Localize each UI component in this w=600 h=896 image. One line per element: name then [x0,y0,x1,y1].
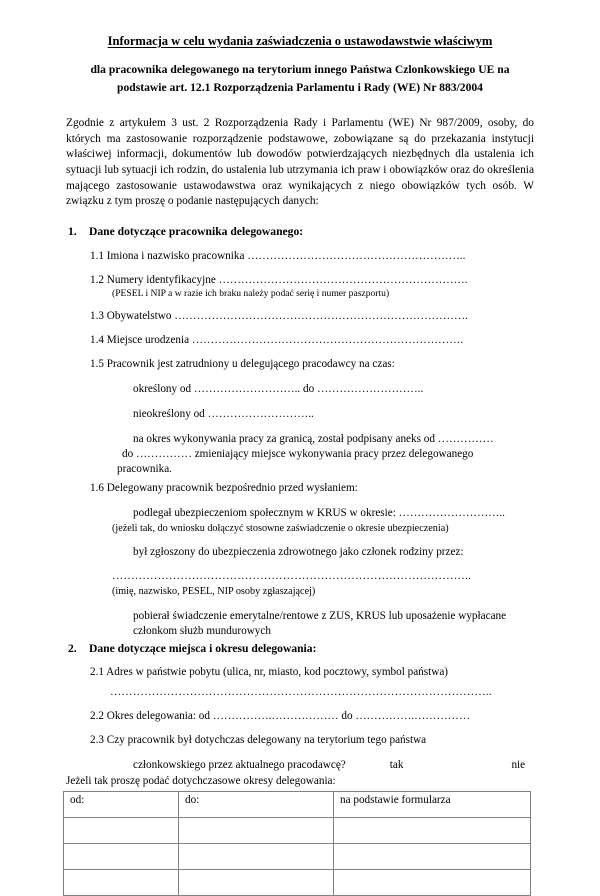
field-1-5-indefinite-term[interactable]: nieokreślony od ……………………….. [133,408,314,421]
field-2-1-address: 2.1 Adres w państwie pobytu (ulica, nr, miasto, kod pocztowy, symbol państwa) [90,666,449,679]
table-row[interactable] [64,818,531,844]
answer-yes-option[interactable]: tak [389,759,404,772]
field-1-6-health-insurance-dots[interactable]: ………………………………………………………………………………….. [112,570,472,583]
section-2-title: Dane dotyczące miejsca i okresu delegowania: [89,641,317,655]
table-cell-to[interactable] [179,870,334,896]
field-1-5-fixed-term[interactable]: określony od ……………………….. do ……………………….. [133,383,424,396]
field-2-3-previous-posting: 2.3 Czy pracownik był dotychczas delegowany na terytorium tego państwa [90,734,427,747]
section-1-heading [66,224,534,240]
page-subtitle [66,61,534,97]
field-1-3-citizenship[interactable]: 1.3 Obywatelstwo ……………………………………………………………………. [90,310,468,323]
periods-table-prompt: Jeżeli tak proszę podać dotychczasowe okresy delegowania: [66,775,336,788]
page-subtitle-line-2: podstawie art. 12.1 Rozporządzenia Parlamentu i Rady (WE) Nr 883/2004 [117,80,483,94]
section-1-title: Dane dotyczące pracownika delegowanego: [89,225,304,239]
field-1-6-krus-note: (jeżeli tak, do wniosku dołączyć stosowne zaświadczenie o okresie ubezpieczenia) [112,523,449,535]
field-2-3-question-continued: członkowskiego przez aktualnego pracodawcę? [133,759,346,772]
field-1-6-pension-line-1[interactable]: pobierał świadczenie emerytalne/rentowe z ZUS, KRUS lub uposażenie wypłacane [133,609,507,622]
previous-postings-table [63,791,531,896]
table-header-to: do: [179,792,334,818]
table-cell-to[interactable] [179,844,334,870]
table-cell-to[interactable] [179,818,334,844]
section-2-number: 2. [68,641,77,655]
table-header-row [64,792,531,818]
table-header-form-basis: na podstawie formularza [334,792,531,818]
field-1-6-health-insurance-family: był zgłoszony do ubezpieczenia zdrowotnego jako członek rodziny przez: [133,546,464,559]
section-1-number: 1. [68,225,77,239]
field-1-4-place-of-birth[interactable]: 1.4 Miejsce urodzenia ………………………………………………………………. [90,334,464,347]
table-header-from: od: [64,792,179,818]
field-1-6-krus-insurance[interactable]: podlegał ubezpieczeniom społecznym w KRUS w okresie: ……………………….. [133,507,505,520]
table-cell-from[interactable] [64,870,179,896]
table-row[interactable] [64,870,531,896]
field-1-5-employment-term: 1.5 Pracownik jest zatrudniony u delegującego pracodawcy na czas: [90,358,395,371]
table-row[interactable] [64,844,531,870]
answer-no-option[interactable]: nie [511,759,526,772]
table-cell-from[interactable] [64,844,179,870]
field-2-2-posting-period[interactable]: 2.2 Okres delegowania: od …………….……………… do …………….…………… [90,710,471,723]
field-1-5-annex-line-3: pracownika. [117,463,172,476]
field-1-2-identification-numbers[interactable]: 1.2 Numery identyfikacyjne …………………………………………………………. [90,273,468,286]
table-cell-from[interactable] [64,818,179,844]
table-cell-form-basis[interactable] [334,870,531,896]
field-2-3-answer-row [66,758,534,773]
field-1-6-health-insurance-note: (imię, nazwisko, PESEL, NIP osoby zgłaszającej) [112,586,316,598]
section-2-heading [66,641,534,657]
page-subtitle-line-1: dla pracownika delegowanego na terytorium innego Państwa Czlonkowskiego UE na [90,62,510,76]
field-1-2-note: (PESEL i NIP a w razie ich braku należy podać serię i numer paszportu) [112,287,390,299]
field-1-5-annex-line-2[interactable]: do …………… zmieniający miejsce wykonywania pracy przez delegowanego [122,448,474,461]
table-cell-form-basis[interactable] [334,844,531,870]
page-title: Informacja w celu wydania zaświadczenia o ustawodawstwie właściwym [107,34,493,48]
field-2-1-address-dots[interactable]: ……………………………………………………………………………………….. [110,686,492,699]
table-cell-form-basis[interactable] [334,818,531,844]
field-1-1-full-name[interactable]: 1.1 Imiona i nazwisko pracownika ………………………………………………….. [90,249,466,262]
field-1-5-annex-line-1[interactable]: na okres wykonywania pracy za granicą, został podpisany aneks od …………… [133,433,494,446]
intro-paragraph: Zgodnie z artykułem 3 ust. 2 Rozporządzenia Rady i Parlamentu (WE) Nr 987/2009, osoby, do których ma zastosowanie rozporządzenie podstawowe, zobowiązane są do przekazania instytucji właściwej informacji, dokumentów lub dowodów potwierdzających niezbędnych dla ustalenia ich sytuacji lub sytuacji ich rodzin, do ustalenia lub utrzymania ich praw i obowiązków oraz do określenia mającego zastosowanie ustawodawstwa oraz wynikających z niego obowiązków tych osób. W związku z tym proszę o podanie następujących danych: [66,116,534,208]
field-1-6-pension-line-2: członkom służb mundurowych [133,624,271,637]
field-1-6-before-posting: 1.6 Delegowany pracownik bezpośrednio przed wysłaniem: [90,482,358,495]
